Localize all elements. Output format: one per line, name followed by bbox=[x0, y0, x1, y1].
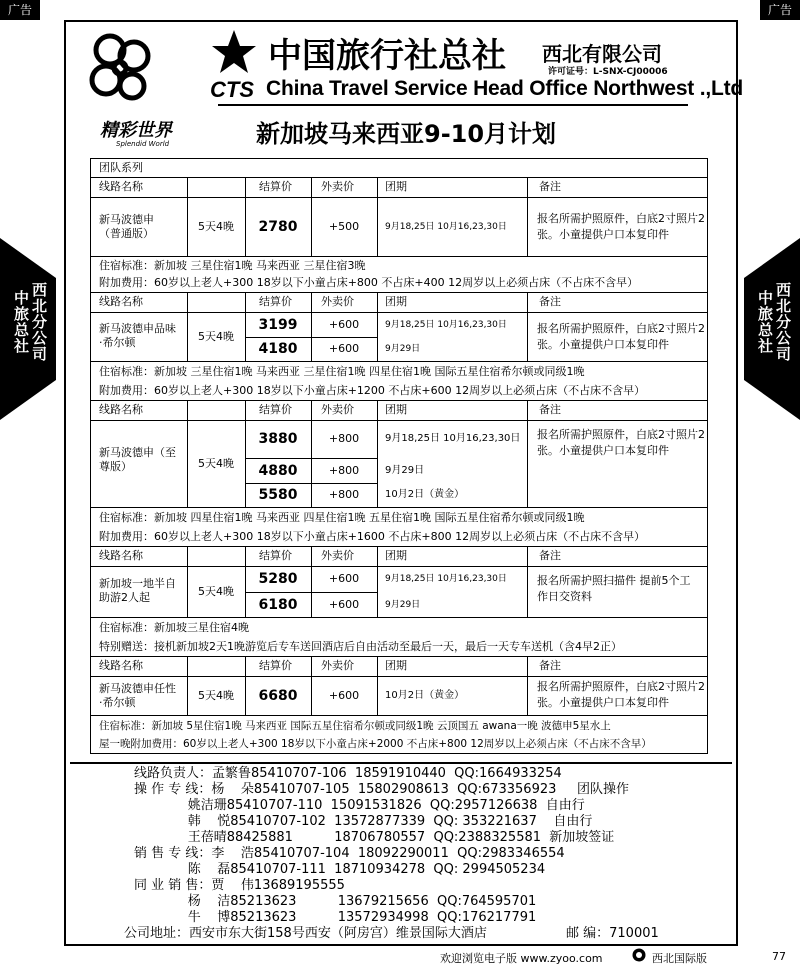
header-route: 线路名称 bbox=[99, 295, 143, 308]
accommodation-standard: 住宿标准：新加坡 三星住宿1晚 马来西亚 三星住宿3晚 bbox=[99, 258, 366, 272]
accommodation-standard: 住宿标准：新加坡 5星住宿1晚 马来西亚 国际五星住宿希尔顿或同级1晚 云顶国五 awana一晚 波德申5星水上 bbox=[99, 719, 611, 732]
departure-date: 9月18,25日 10月16,23,30日 bbox=[385, 574, 507, 584]
header-rule bbox=[218, 104, 688, 106]
header-route: 线路名称 bbox=[99, 659, 143, 672]
accommodation-standard: 住宿标准：新加坡 三星住宿1晚 马来西亚 三星住宿1晚 四星住宿1晚 国际五星住宿希尔顿或同级1晚 bbox=[99, 364, 585, 378]
sell-price: +800 bbox=[328, 463, 360, 477]
remark: 报名所需护照扫描件 提前5个工作日交资料 bbox=[537, 574, 691, 603]
contacts-divider bbox=[70, 762, 732, 764]
itinerary-table bbox=[90, 158, 708, 754]
brand-name-en: Splendid World bbox=[116, 140, 170, 148]
postcode: 邮 编：710001 bbox=[566, 926, 659, 941]
header-sell: 外卖价 bbox=[321, 180, 354, 193]
route-days: 5天4晚 bbox=[198, 688, 234, 702]
departure-date: 10月2日（黄金） bbox=[385, 689, 465, 701]
header-route: 线路名称 bbox=[99, 403, 143, 416]
route-name: 新加坡一地半自助游2人起 bbox=[99, 577, 176, 604]
sell-price: +600 bbox=[328, 572, 360, 585]
side-tab-right-line1: 西北分公司 bbox=[774, 282, 792, 362]
cts-star-icon bbox=[210, 28, 258, 76]
remark: 报名所需护照原件，白底2寸照片2张。小童提供户口本复印件 bbox=[537, 212, 705, 241]
remark: 报名所需护照原件，白底2寸照片2张。小童提供户口本复印件 bbox=[537, 428, 705, 457]
company-name-en: China Travel Service Head Office Northwest .,Ltd bbox=[266, 77, 744, 100]
remark: 报名所需护照原件，白底2寸照片2张。小童提供户口本复印件 bbox=[537, 322, 705, 351]
sell-price: +800 bbox=[328, 488, 360, 501]
header-price: 结算价 bbox=[259, 403, 292, 416]
route-name: 新马波德申品味·希尔顿 bbox=[99, 322, 176, 349]
departure-date: 9月29日 bbox=[385, 344, 421, 354]
header-sell: 外卖价 bbox=[321, 659, 354, 672]
page-title: 新加坡马来西亚9-10月计划 bbox=[256, 120, 557, 148]
settlement-price: 6680 bbox=[258, 687, 298, 704]
header-date: 团期 bbox=[385, 295, 407, 308]
remark: 报名所需护照原件，白底2寸照片2张。小童提供户口本复印件 bbox=[537, 680, 705, 709]
header-price: 结算价 bbox=[259, 659, 292, 672]
sell-price: +600 bbox=[328, 688, 360, 702]
header-sell: 外卖价 bbox=[321, 295, 354, 308]
splendid-world-logo-icon bbox=[84, 28, 156, 116]
contact-line: 线路负责人：孟繁鲁85410707-106 18591910440 QQ:1664933254 bbox=[134, 766, 562, 781]
contact-line: 同 业 销 售：贾 伟13689195555 bbox=[134, 878, 345, 893]
route-name: 新马波德申（至尊版） bbox=[99, 446, 176, 473]
header-price: 结算价 bbox=[259, 549, 292, 562]
contact-line: 韩 悦85410707-102 13572877339 QQ: 353221637 自由行 bbox=[134, 814, 593, 829]
side-tab-left-line2: 中旅总社 bbox=[12, 290, 30, 354]
cts-label: CTS bbox=[210, 77, 254, 102]
additional-fee: 附加费用：60岁以上老人+300 18岁以下小童占床+1600 不占床+800 12周岁以上必须占床（不占床不含早） bbox=[99, 529, 646, 543]
additional-fee: 附加费用：60岁以上老人+300 18岁以下小童占床+1200 不占床+600 12周岁以上必须占床（不占床不含早） bbox=[99, 383, 646, 397]
settlement-price: 6180 bbox=[258, 596, 298, 613]
page-number: 77 bbox=[772, 950, 786, 963]
route-days: 5天4晚 bbox=[198, 456, 234, 470]
sell-price: +600 bbox=[328, 317, 360, 331]
header-price: 结算价 bbox=[259, 180, 292, 193]
settlement-price: 3880 bbox=[258, 431, 298, 447]
departure-date: 9月18,25日 10月16,23,30日 bbox=[385, 319, 507, 330]
header-note: 备注 bbox=[539, 549, 561, 562]
ad-tag-right: 广告 bbox=[760, 0, 800, 20]
side-tab-left-line1: 西北分公司 bbox=[30, 282, 48, 362]
departure-date: 10月2日（黄金） bbox=[385, 489, 465, 500]
route-days: 5天4晚 bbox=[198, 329, 234, 343]
header-sell: 外卖价 bbox=[321, 549, 354, 562]
departure-date: 9月18,25日 10月16,23,30日 bbox=[385, 433, 521, 444]
license-number: 许可证号：L-SNX-CJ00006 bbox=[548, 67, 668, 77]
header-date: 团期 bbox=[385, 549, 407, 562]
header-date: 团期 bbox=[385, 180, 407, 193]
settlement-price: 5280 bbox=[258, 571, 298, 587]
accommodation-standard: 住宿标准：新加坡 四星住宿1晚 马来西亚 四星住宿1晚 五星住宿1晚 国际五星住宿希尔顿或同级1晚 bbox=[99, 510, 585, 524]
departure-date: 9月29日 bbox=[385, 464, 425, 476]
header-note: 备注 bbox=[539, 295, 561, 308]
ad-tag-left: 广告 bbox=[0, 0, 40, 20]
contact-line: 操 作 专 线：杨 朵85410707-105 15802908613 QQ:673356923 团队操作 bbox=[134, 782, 630, 797]
zyoo-logo-icon bbox=[632, 948, 646, 962]
route-name: 新马波德申任性·希尔顿 bbox=[99, 682, 176, 709]
sell-price: +800 bbox=[328, 432, 360, 445]
header-route: 线路名称 bbox=[99, 549, 143, 562]
footer-site: 欢迎浏览电子版 www.zyoo.com bbox=[440, 952, 603, 965]
brand-name-cn: 精彩世界 bbox=[100, 120, 172, 141]
settlement-price: 3199 bbox=[258, 316, 298, 333]
route-days: 5天4晚 bbox=[198, 219, 234, 233]
section-label: 团队系列 bbox=[99, 161, 143, 174]
header-date: 团期 bbox=[385, 659, 407, 672]
special-gift: 特别赠送：接机新加坡2天1晚游览后专车送回酒店后自由活动至最后一天，最后一天专车送机（含4早2正） bbox=[99, 639, 622, 653]
company-address: 公司地址：西安市东大街158号西安（阿房宫）维景国际大酒店 bbox=[124, 926, 487, 941]
contact-line: 王蓓晴88425881 18706780557 QQ:2388325581 新加坡签证 bbox=[134, 830, 615, 845]
route-days: 5天4晚 bbox=[198, 584, 234, 598]
side-tab-right-line2: 中旅总社 bbox=[756, 290, 774, 354]
settlement-price: 5580 bbox=[258, 487, 298, 503]
header-route: 线路名称 bbox=[99, 180, 143, 193]
company-branch: 西北有限公司 bbox=[542, 42, 662, 66]
sell-price: +500 bbox=[328, 219, 360, 233]
additional-fee: 附加费用：60岁以上老人+300 18岁以下小童占床+800 不占床+400 12周岁以上必须占床（不占床不含早） bbox=[99, 275, 639, 289]
company-name-cn: 中国旅行社总社 bbox=[268, 36, 506, 76]
header-date: 团期 bbox=[385, 403, 407, 416]
route-name: 新马波德申（普通版） bbox=[99, 213, 154, 240]
contact-line: 牛 博85213623 13572934998 QQ:176217791 bbox=[134, 910, 537, 925]
footer-edition: 西北国际版 bbox=[652, 952, 707, 965]
accommodation-standard: 住宿标准：新加坡三星住宿4晚 bbox=[99, 620, 249, 634]
sell-price: +600 bbox=[328, 597, 360, 611]
contact-line: 姚洁珊85410707-110 15091531826 QQ:2957126638 自由行 bbox=[134, 798, 585, 813]
header-price: 结算价 bbox=[259, 295, 292, 308]
header-sell: 外卖价 bbox=[321, 403, 354, 416]
settlement-price: 2780 bbox=[258, 218, 298, 235]
departure-date: 9月29日 bbox=[385, 599, 421, 610]
departure-date: 9月18,25日 10月16,23,30日 bbox=[385, 221, 507, 232]
contact-line: 陈 磊85410707-111 18710934278 QQ: 2994505234 bbox=[134, 862, 546, 877]
header-note: 备注 bbox=[539, 180, 561, 193]
header-note: 备注 bbox=[539, 403, 561, 416]
settlement-price: 4880 bbox=[258, 462, 298, 479]
header-note: 备注 bbox=[539, 659, 561, 672]
settlement-price: 4180 bbox=[258, 341, 298, 357]
contact-line: 杨 洁85213623 13679215656 QQ:764595701 bbox=[134, 894, 537, 909]
sell-price: +600 bbox=[328, 342, 360, 355]
contact-line: 销 售 专 线：李 浩85410707-104 18092290011 QQ:2983346554 bbox=[134, 846, 565, 861]
additional-fee: 屋一晚附加费用：60岁以上老人+300 18岁以下小童占床+2000 不占床+800 12周岁以上必须占床（不占床不含早） bbox=[99, 738, 652, 750]
